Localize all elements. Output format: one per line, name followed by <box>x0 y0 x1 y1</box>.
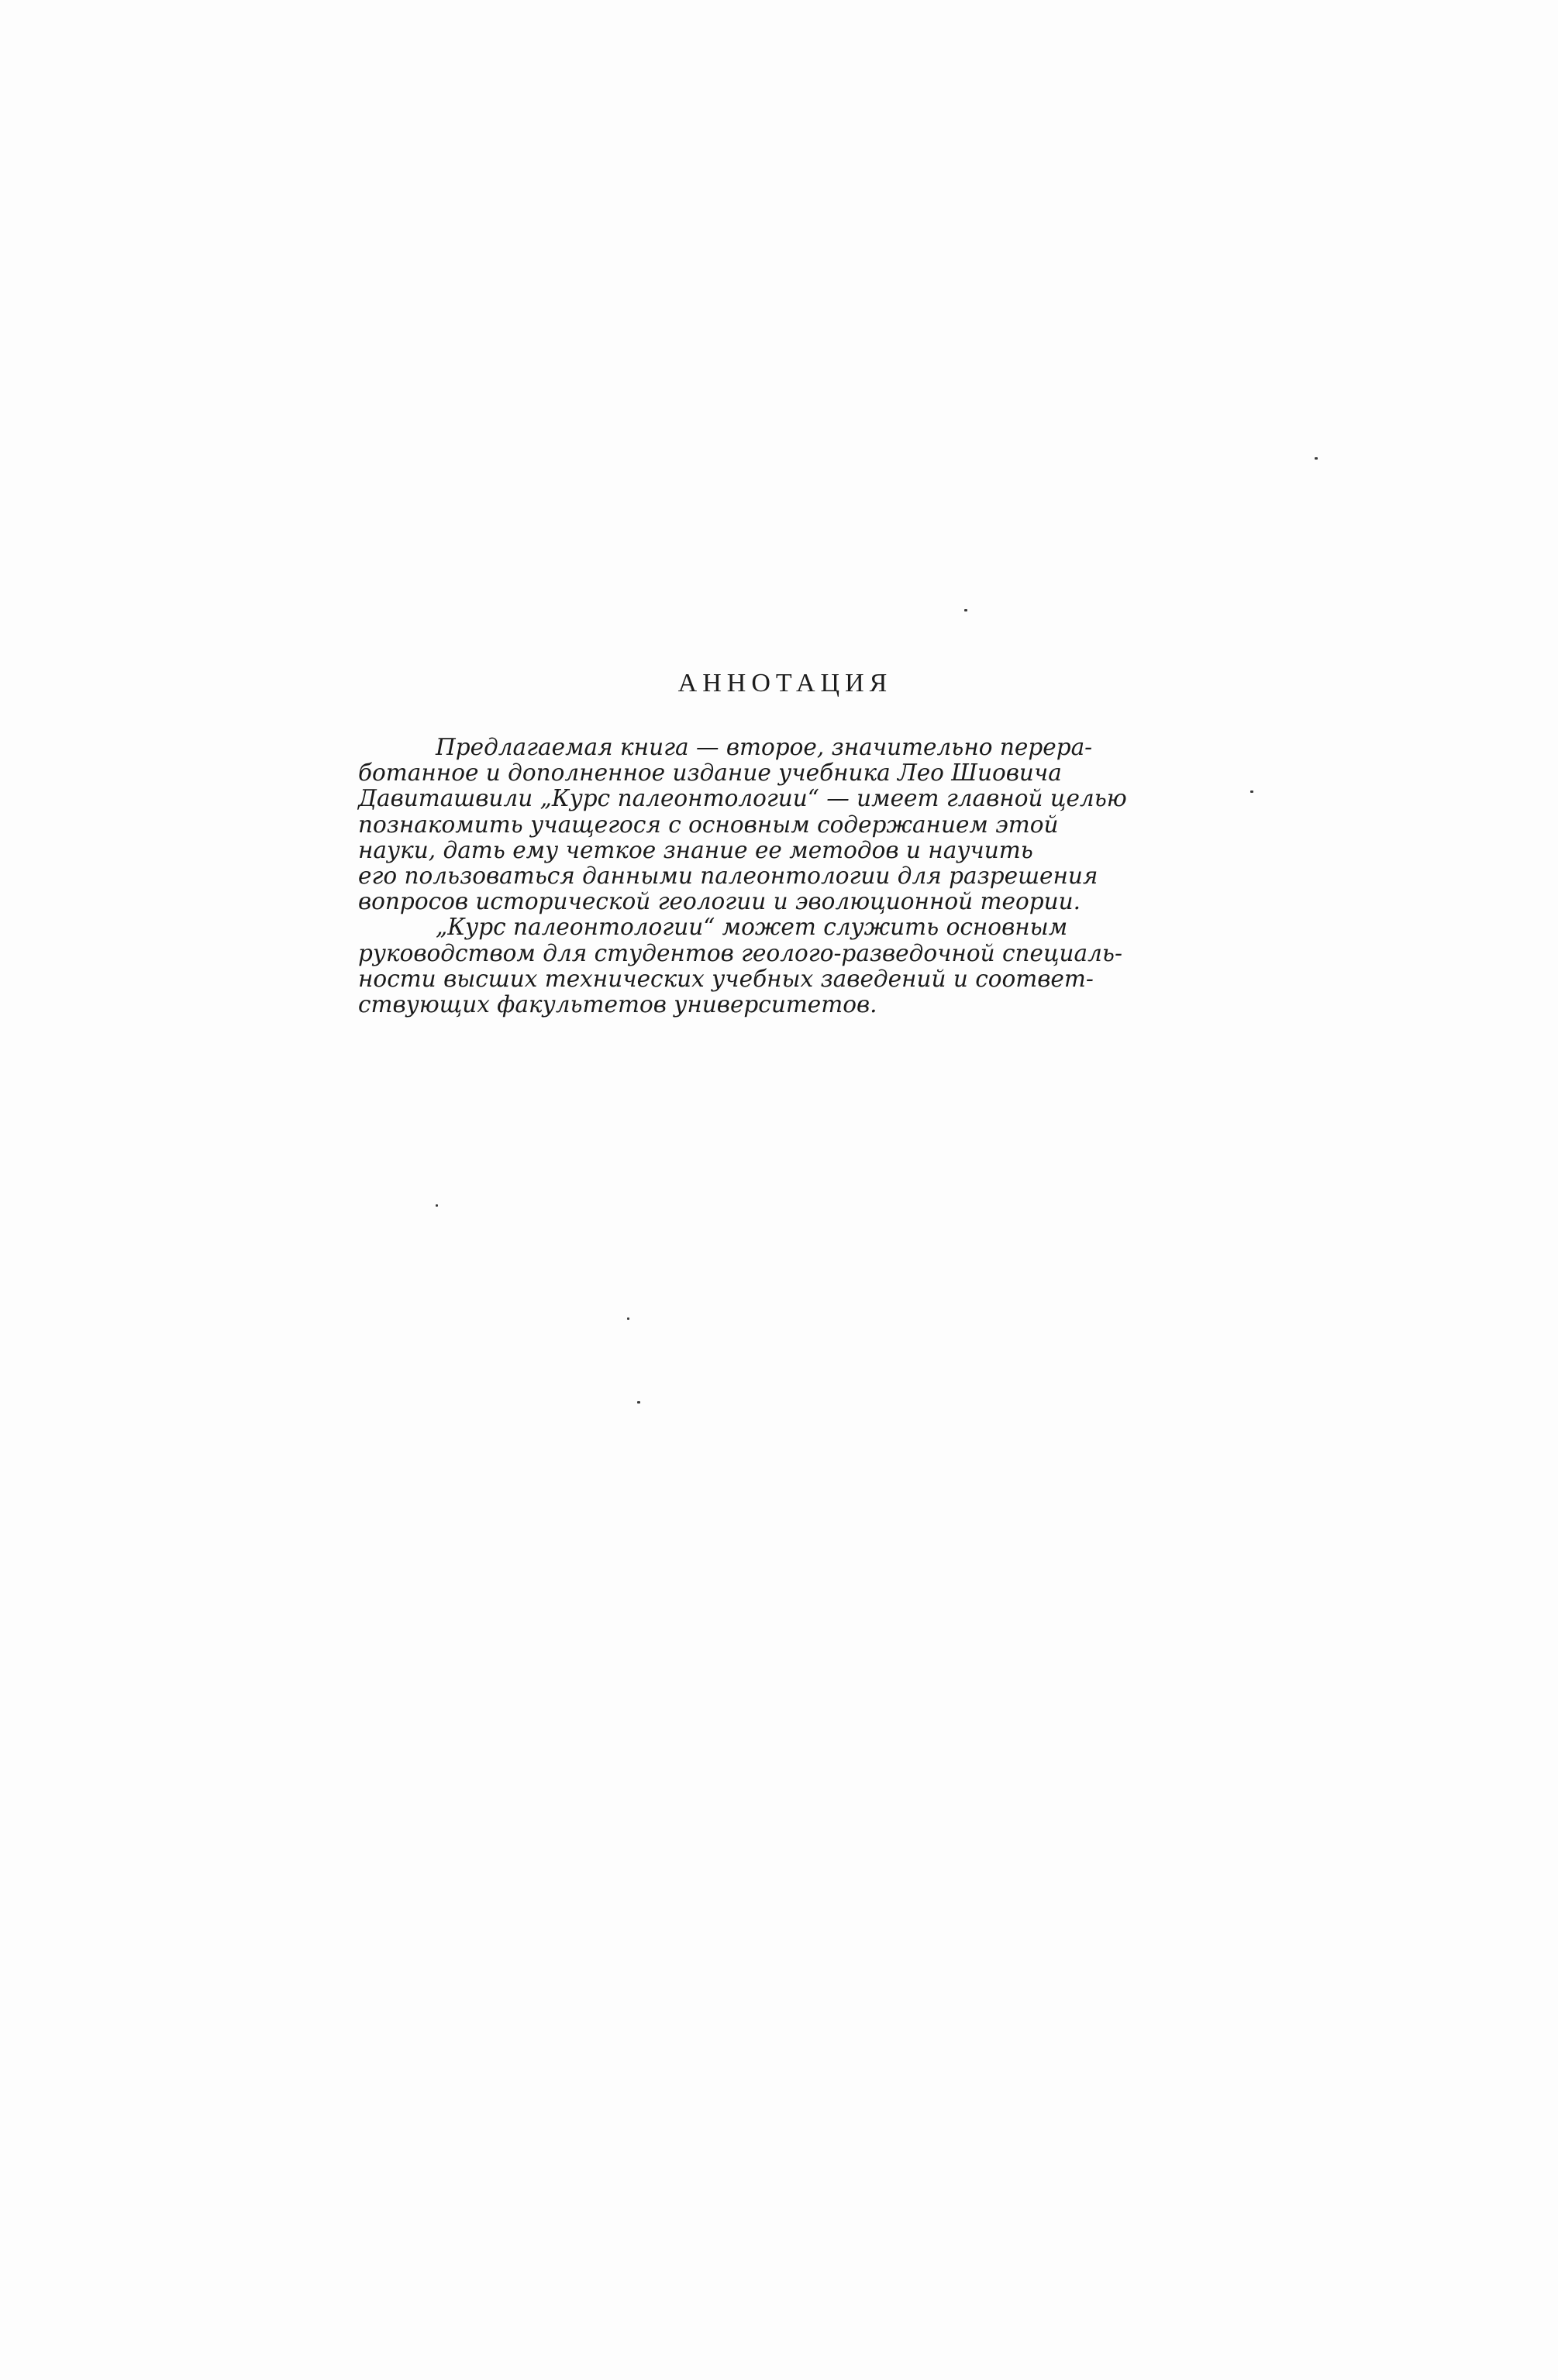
text-line: ствующих факультетов университетов. <box>358 991 877 1018</box>
scan-speck <box>627 1317 629 1320</box>
text-line: ности высших технических учебных заведений и соответ- <box>358 965 1094 992</box>
text-line: его пользоваться данными палеонтологии для разрешения <box>358 863 1098 890</box>
text-line: Предлагаемая книга — второе, значительно перера- <box>436 734 1093 760</box>
scan-speck <box>1315 457 1318 460</box>
text-line: вопросов исторической геологии и эволюционной теории. <box>358 888 1081 915</box>
text-line: ботанное и дополненное издание учебника Лео Шиовича <box>358 759 1062 787</box>
text-line: Давиташвили „Курс палеонтологии“ — имеет главной целью <box>358 785 1127 812</box>
annotation-paragraph-1 <box>358 735 1225 914</box>
scan-speck <box>1250 790 1253 793</box>
text-line: познакомить учащегося с основным содержанием этой <box>358 811 1059 838</box>
text-line: руководством для студентов геолого-разведочной специаль- <box>358 939 1122 966</box>
annotation-heading: АННОТАЦИЯ <box>677 669 893 697</box>
scan-speck <box>964 609 967 611</box>
annotation-text <box>358 735 1225 1018</box>
text-line: науки, дать ему четкое знание ее методов и научить <box>358 836 1033 863</box>
scan-speck <box>436 1204 438 1207</box>
text-line: „Курс палеонтологии“ может служить основным <box>436 914 1068 941</box>
scan-speck <box>637 1401 640 1404</box>
annotation-paragraph-2 <box>358 914 1225 1018</box>
